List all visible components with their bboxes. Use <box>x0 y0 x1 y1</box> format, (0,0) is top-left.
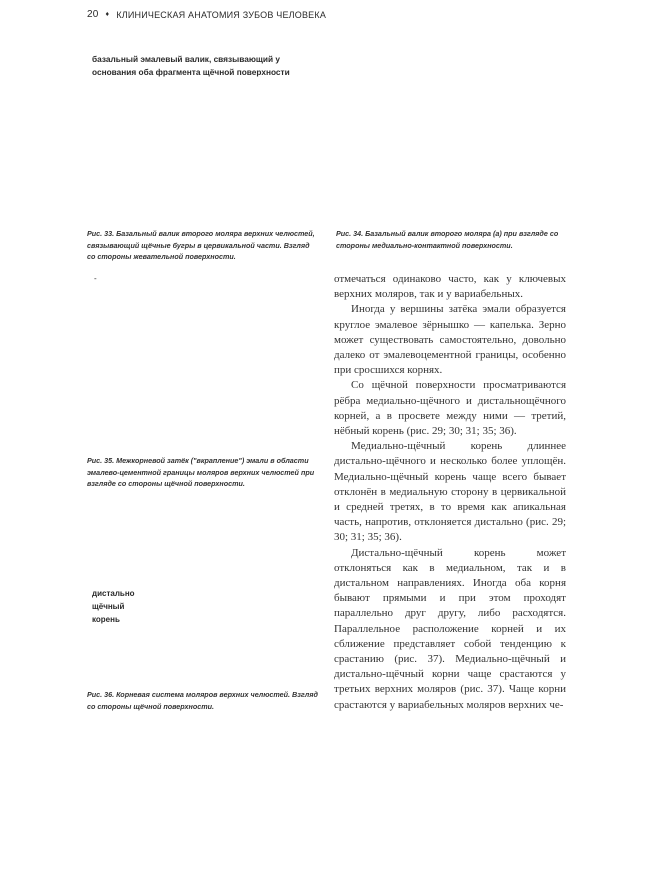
figure-label-line: базальный эмалевый валик, связывающий у <box>92 54 281 64</box>
caption-fig34: Рис. 34. Базальный валик второго моляра (а) при взгляде со стороны медиально-контактной поверхности. <box>336 229 559 250</box>
body-paragraph: Дистально-щёчный корень может отклоняться как в медиальном, так и в дистальном направлениях. Иногда оба корня бывают прямыми и при этом проходят параллельно друг другу, либо расходятся. Параллельное расположение корней и их сближение представляет собой тенденцию к срастанию (рис. 37). Медиально-щёчный и дистально-щёчный корни чаще срастаются у третьих верхних моляров (рис. 37). Чаще корни срастаются у вариабельных моляров верхних че- <box>334 546 566 711</box>
body-paragraph: отмечаться одинаково часто, как у ключевых верхних моляров, так и у вариабельных. <box>334 273 566 301</box>
figure-label <box>92 53 322 79</box>
root-label-line: дистально <box>92 589 135 598</box>
body-text-column <box>334 272 566 713</box>
caption-fig36: Рис. 36. Корневая система моляров верхних челюстей. Взгляд со стороны щёчной поверхности. <box>87 690 318 711</box>
running-title: КЛИНИЧЕСКАЯ АНАТОМИЯ ЗУБОВ ЧЕЛОВЕКА <box>116 9 327 20</box>
caption-fig35: Рис. 35. Межкорневой затёк ("вкрапление") эмали в области эмалево-цементной границы моляров верхних челюстей при взгляде со стороны щёчной поверхности. <box>87 456 315 488</box>
page-number: 20 <box>87 9 99 20</box>
stray-mark: - <box>94 274 97 283</box>
figure-label-line: основания оба фрагмента щёчной поверхности <box>92 67 290 77</box>
header-bullet: ♦ <box>105 11 110 18</box>
caption-fig33: Рис. 33. Базальный валик второго моляра верхних челюстей, связывающий щёчные бугры в цервикальной части. Взгляд со стороны жевательной поверхности. <box>87 229 315 261</box>
body-paragraph: Со щёчной поверхности просматриваются рёбра медиально-щёчного и дистальнощёчного корней, а в просвете между ними — третий, нёбный корень (рис. 29; 30; 31; 35; 36). <box>334 379 566 438</box>
body-paragraph: Иногда у вершины затёка эмали образуется круглое эмалевое зёрнышко — капелька. Зерно может существовать самостоятельно, довольно далеко от эмалевоцементной границы, особенно при сросшихся корнях. <box>334 303 566 377</box>
root-label <box>92 587 135 626</box>
root-label-line: щёчный <box>92 602 125 611</box>
running-header <box>87 9 326 20</box>
root-label-line: корень <box>92 615 120 624</box>
body-paragraph: Медиально-щёчный корень длиннее дистально-щёчного и несколько более уплощён. Медиально-щёчный корень чаще всего бывает отклонён в медиальную сторону в цервикальной и средней третях, в то время как апикальная часть, напротив, отклоняется дистально (рис. 29; 30; 31; 35; 36). <box>334 440 566 544</box>
